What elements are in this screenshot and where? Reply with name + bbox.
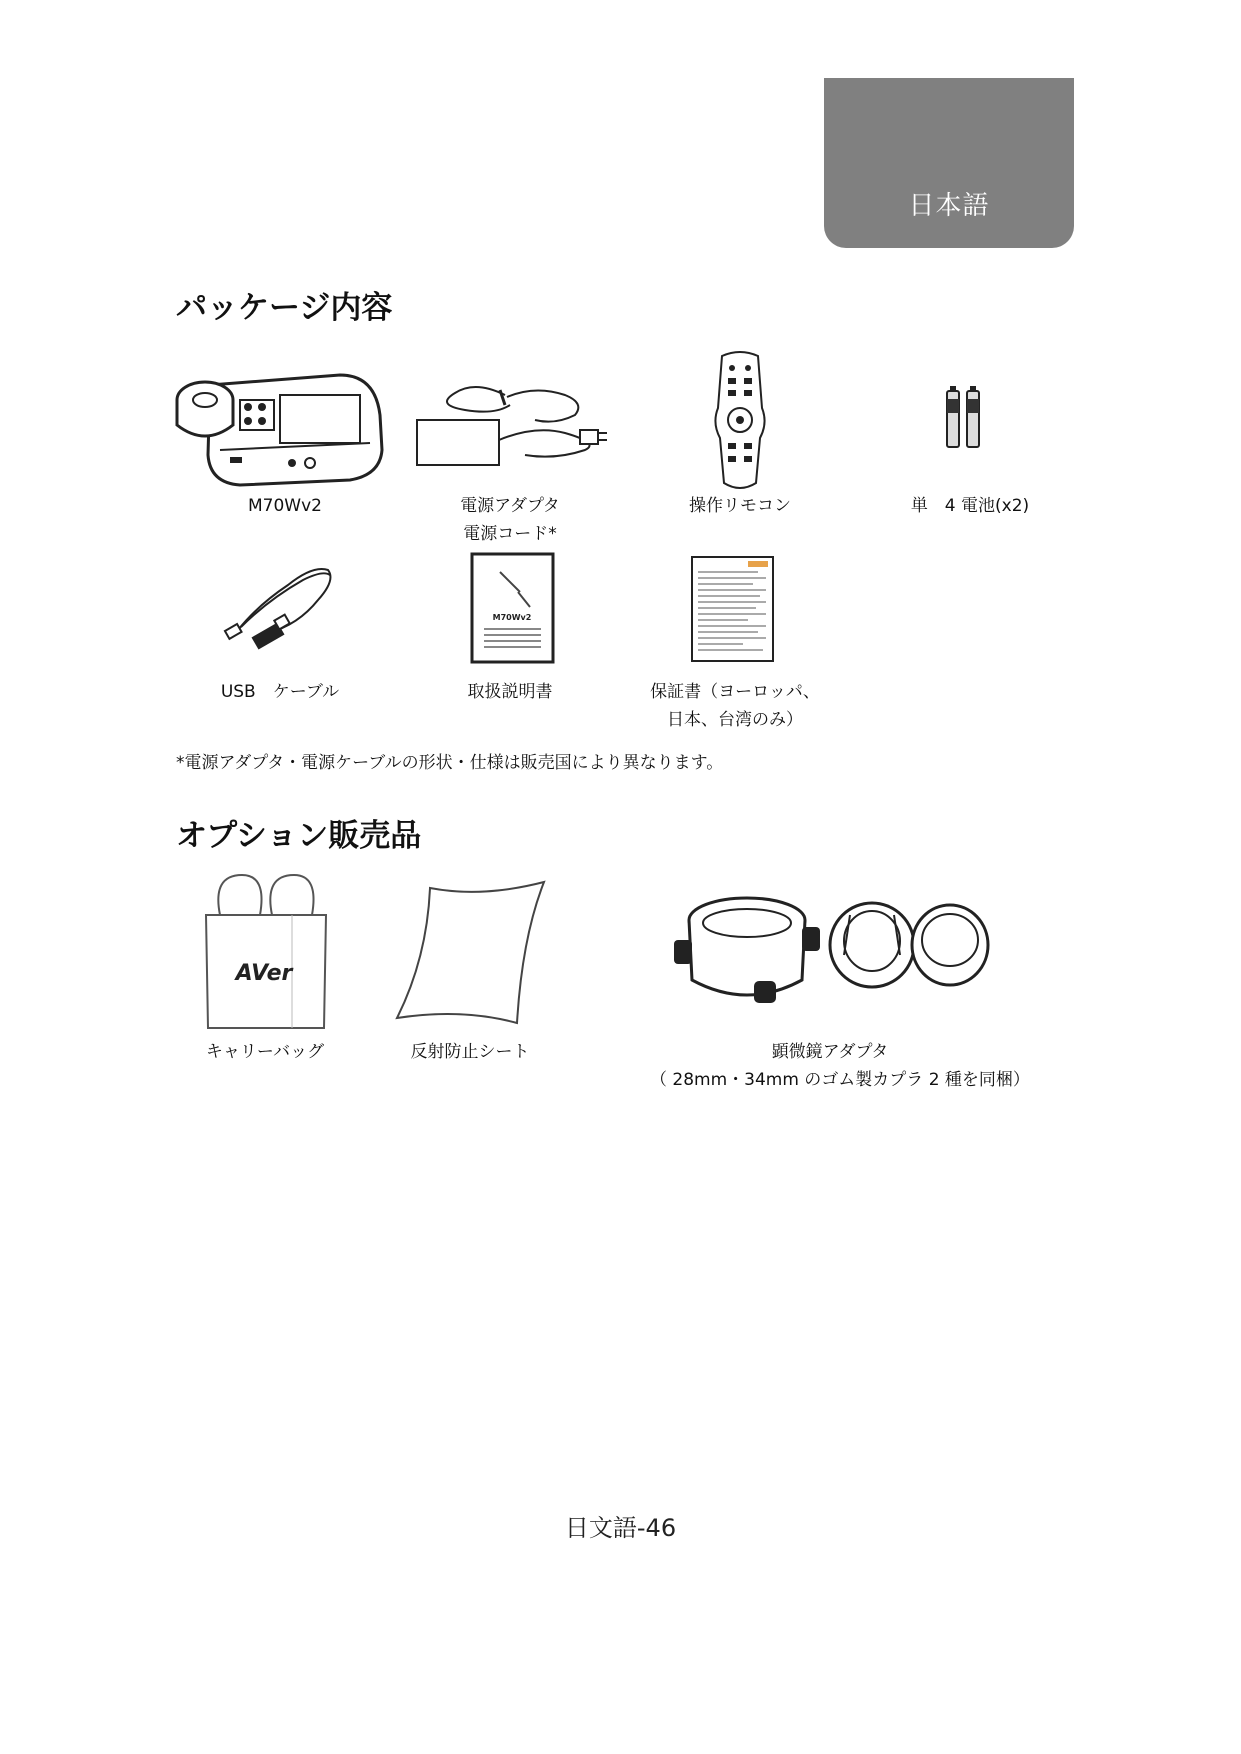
anti-glare-sheet-illustration <box>392 878 550 1030</box>
item-caption-user-manual: 取扱説明書 <box>467 682 553 702</box>
item-caption-usb-cable: USB ケーブル <box>220 682 340 702</box>
optional-items-title: オプション販売品 <box>176 818 422 854</box>
batteries-illustration <box>943 385 983 450</box>
page-footer: 日文語-46 <box>564 1514 677 1542</box>
package-footnote: *電源アダプタ・電源ケーブルの形状・仕様は販売国により異なります。 <box>176 753 724 773</box>
item-caption-batteries: 単 4 電池(x2) <box>910 496 1030 516</box>
item-caption-remote: 操作リモコン <box>689 496 791 516</box>
item-caption-warranty: 保証書（ヨーロッパ、 日本、台湾のみ） <box>650 682 820 730</box>
user-manual-illustration <box>470 552 555 664</box>
item-caption-camera: M70Wv2 <box>248 496 322 516</box>
manual-cover-text: M70Wv2 <box>492 613 532 622</box>
power-adapter-illustration <box>415 375 615 475</box>
package-contents-title: パッケージ内容 <box>176 290 393 326</box>
warranty-card-illustration <box>690 555 775 663</box>
carry-bag-illustration <box>202 870 330 1032</box>
language-tab <box>824 78 1074 248</box>
usb-cable-illustration <box>218 555 343 665</box>
microscope-adapter-illustration <box>672 885 992 1015</box>
remote-control-illustration <box>710 348 770 493</box>
bag-logo: AVer <box>235 961 293 986</box>
m70wv2-camera-illustration <box>170 355 395 495</box>
language-tab-label: 日本語 <box>908 191 990 221</box>
item-caption-power-adapter: 電源アダプタ 電源コード* <box>460 496 560 544</box>
item-caption-carry-bag: キャリーバッグ <box>205 1042 325 1062</box>
item-caption-anti-glare-sheet: 反射防止シート <box>410 1042 530 1062</box>
item-caption-microscope-adapter: 顕微鏡アダプタ （ 28mm・34mm のゴム製カプラ 2 種を同梱） <box>650 1042 1030 1090</box>
